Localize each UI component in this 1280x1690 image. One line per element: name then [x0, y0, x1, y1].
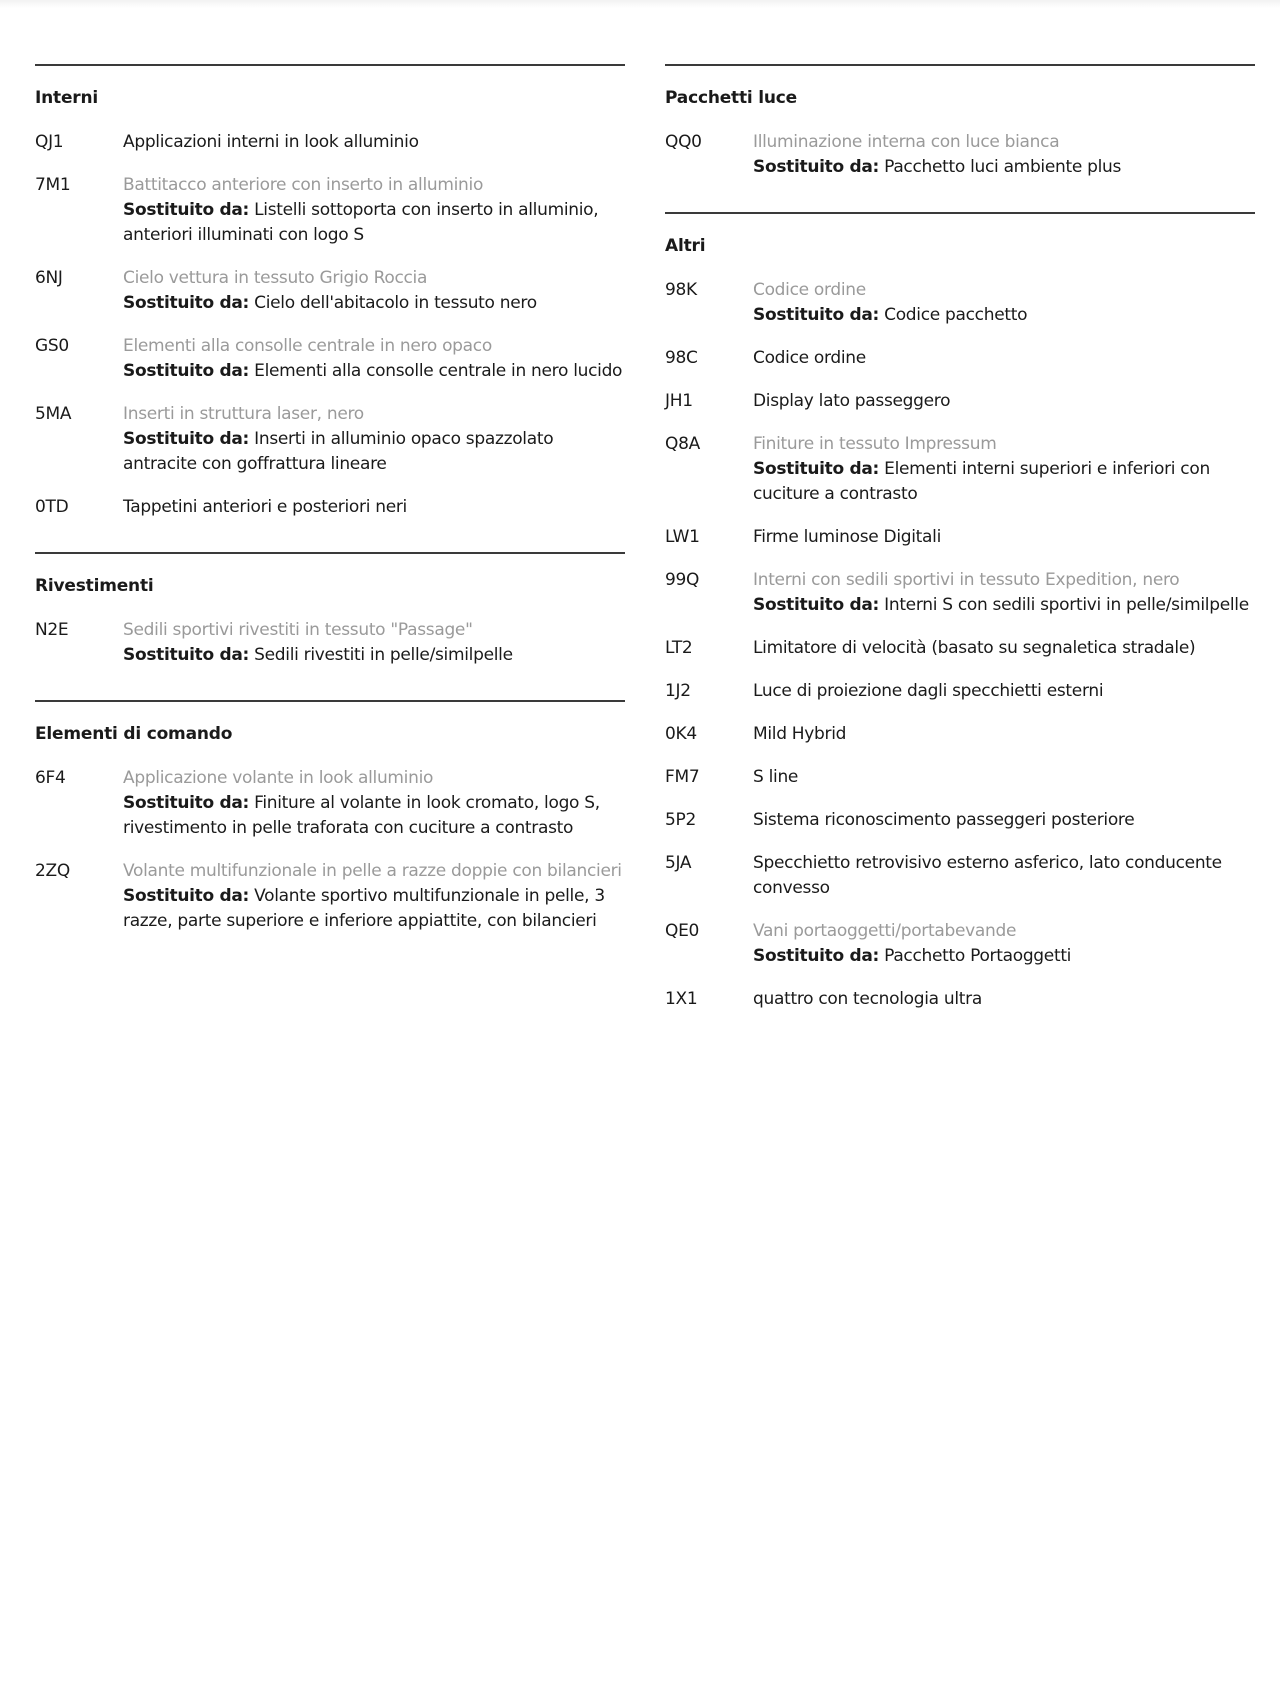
replacement-label: Sostituito da:	[123, 645, 250, 665]
replacement-label: Sostituito da:	[753, 595, 880, 615]
equipment-item	[665, 346, 1255, 371]
replacement-value: Codice pacchetto	[884, 305, 1028, 325]
replacement-text	[753, 457, 1255, 507]
equipment-code: 98C	[665, 348, 698, 368]
equipment-item	[35, 173, 625, 248]
equipment-code: 7M1	[35, 175, 71, 195]
replacement-text	[123, 198, 625, 248]
section-title: Rivestimenti	[35, 576, 154, 596]
section-interni	[35, 64, 625, 552]
equipment-code: 2ZQ	[35, 861, 70, 881]
equipment-item	[665, 987, 1255, 1012]
top-shade	[0, 0, 1280, 8]
equipment-item	[665, 679, 1255, 704]
replacement-text	[123, 359, 625, 384]
replacement-text	[123, 291, 625, 316]
option-text: Sistema riconoscimento passeggeri posteriore	[753, 810, 1135, 830]
equipment-item	[665, 130, 1255, 180]
equipment-description	[123, 766, 625, 841]
equipment-code: 5MA	[35, 404, 72, 424]
equipment-item	[35, 130, 625, 155]
equipment-item	[665, 636, 1255, 661]
equipment-description	[753, 389, 1255, 414]
option-text: S line	[753, 767, 799, 787]
equipment-description	[753, 679, 1255, 704]
replaced-option-text: Cielo vettura in tessuto Grigio Roccia	[123, 268, 428, 288]
section-title: Elementi di comando	[35, 724, 233, 744]
replacement-text	[753, 155, 1255, 180]
replacement-value: Elementi interni superiori e inferiori con cuciture a contrasto	[753, 459, 1210, 504]
equipment-description	[123, 334, 625, 384]
equipment-item	[665, 765, 1255, 790]
section-altri	[665, 212, 1255, 1044]
equipment-item	[35, 334, 625, 384]
option-text: Codice ordine	[753, 348, 866, 368]
replacement-label: Sostituito da:	[753, 459, 880, 479]
replacement-label: Sostituito da:	[753, 946, 880, 966]
equipment-code: Q8A	[665, 434, 700, 454]
replacement-value: Interni S con sedili sportivi in pelle/similpelle	[884, 595, 1249, 615]
equipment-code: 98K	[665, 280, 697, 300]
replacement-text	[123, 791, 625, 841]
replacement-value: Listelli sottoporta con inserto in alluminio, anteriori illuminati con logo S	[123, 200, 599, 245]
replacement-text	[753, 303, 1255, 328]
equipment-item	[35, 266, 625, 316]
replaced-option-text: Inserti in struttura laser, nero	[123, 404, 364, 424]
option-text: Tappetini anteriori e posteriori neri	[123, 497, 407, 517]
replacement-value: Volante sportivo multifunzionale in pelle, 3 razze, parte superiore e inferiore appiattite, con bilancieri	[123, 886, 605, 931]
equipment-code: 1J2	[665, 681, 691, 701]
replacement-value: Finiture al volante in look cromato, logo S, rivestimento in pelle traforata con cuciture a contrasto	[123, 793, 600, 838]
equipment-item	[35, 618, 625, 668]
equipment-item	[665, 722, 1255, 747]
equipment-code: 0TD	[35, 497, 69, 517]
equipment-description	[753, 636, 1255, 661]
equipment-item	[665, 525, 1255, 550]
option-text: Applicazioni interni in look alluminio	[123, 132, 419, 152]
replaced-option-text: Volante multifunzionale in pelle a razze doppie con bilancieri	[123, 861, 622, 881]
replacement-value: Sedili rivestiti in pelle/similpelle	[254, 645, 513, 665]
equipment-description	[123, 402, 625, 477]
equipment-description	[753, 919, 1255, 969]
replaced-option-text: Battitacco anteriore con inserto in alluminio	[123, 175, 484, 195]
section-title: Altri	[665, 236, 706, 256]
equipment-item	[35, 495, 625, 520]
equipment-code: 5P2	[665, 810, 696, 830]
equipment-description	[753, 278, 1255, 328]
replacement-text	[753, 593, 1255, 618]
equipment-code: 6NJ	[35, 268, 63, 288]
replacement-value: Cielo dell'abitacolo in tessuto nero	[254, 293, 537, 313]
equipment-code: 5JA	[665, 853, 692, 873]
equipment-code: 1X1	[665, 989, 698, 1009]
equipment-item	[665, 851, 1255, 901]
replacement-value: Elementi alla consolle centrale in nero lucido	[254, 361, 623, 381]
equipment-description	[123, 495, 625, 520]
replaced-option-text: Interni con sedili sportivi in tessuto Expedition, nero	[753, 570, 1180, 590]
equipment-item	[665, 568, 1255, 618]
equipment-code: N2E	[35, 620, 69, 640]
replacement-value: Pacchetto luci ambiente plus	[884, 157, 1122, 177]
equipment-description	[753, 765, 1255, 790]
equipment-description	[753, 432, 1255, 507]
replacement-text	[753, 944, 1255, 969]
equipment-code: QE0	[665, 921, 700, 941]
left-column	[35, 64, 625, 966]
replaced-option-text: Illuminazione interna con luce bianca	[753, 132, 1060, 152]
replacement-label: Sostituito da:	[123, 886, 250, 906]
replacement-text	[123, 643, 625, 668]
option-text: Display lato passeggero	[753, 391, 951, 411]
replacement-label: Sostituito da:	[123, 293, 250, 313]
option-text: Luce di proiezione dagli specchietti esterni	[753, 681, 1104, 701]
equipment-code: FM7	[665, 767, 700, 787]
equipment-item	[665, 432, 1255, 507]
equipment-description	[753, 987, 1255, 1012]
replacement-label: Sostituito da:	[753, 157, 880, 177]
replacement-label: Sostituito da:	[753, 305, 880, 325]
replacement-text	[123, 427, 625, 477]
equipment-description	[123, 859, 625, 934]
option-text: Limitatore di velocità (basato su segnaletica stradale)	[753, 638, 1196, 658]
equipment-item	[35, 402, 625, 477]
equipment-code: 99Q	[665, 570, 700, 590]
equipment-description	[123, 173, 625, 248]
equipment-code: 0K4	[665, 724, 697, 744]
replaced-option-text: Sedili sportivi rivestiti in tessuto "Passage"	[123, 620, 473, 640]
equipment-code: GS0	[35, 336, 69, 356]
section-title: Pacchetti luce	[665, 88, 797, 108]
right-column	[665, 64, 1255, 1044]
section-rivestimenti	[35, 552, 625, 700]
replaced-option-text: Elementi alla consolle centrale in nero opaco	[123, 336, 492, 356]
equipment-code: QJ1	[35, 132, 64, 152]
equipment-item	[35, 859, 625, 934]
equipment-description	[753, 722, 1255, 747]
equipment-description	[753, 568, 1255, 618]
equipment-description	[753, 808, 1255, 833]
replaced-option-text: Vani portaoggetti/portabevande	[753, 921, 1017, 941]
equipment-description	[123, 266, 625, 316]
equipment-item	[665, 389, 1255, 414]
replacement-text	[123, 884, 625, 934]
replacement-value: Pacchetto Portaoggetti	[884, 946, 1072, 966]
equipment-item	[665, 278, 1255, 328]
replaced-option-text: Finiture in tessuto Impressum	[753, 434, 997, 454]
replacement-label: Sostituito da:	[123, 793, 250, 813]
equipment-item	[665, 808, 1255, 833]
section-elementi-di-comando	[35, 700, 625, 966]
equipment-description	[753, 851, 1255, 901]
equipment-code: LW1	[665, 527, 700, 547]
replaced-option-text: Codice ordine	[753, 280, 866, 300]
replacement-label: Sostituito da:	[123, 200, 250, 220]
replaced-option-text: Applicazione volante in look alluminio	[123, 768, 434, 788]
option-text: Specchietto retrovisivo esterno asferico, lato conducente convesso	[753, 853, 1222, 898]
equipment-description	[123, 618, 625, 668]
option-text: Firme luminose Digitali	[753, 527, 942, 547]
replacement-label: Sostituito da:	[123, 361, 250, 381]
equipment-item	[35, 766, 625, 841]
equipment-code: QQ0	[665, 132, 702, 152]
section-title: Interni	[35, 88, 98, 108]
replacement-label: Sostituito da:	[123, 429, 250, 449]
option-text: Mild Hybrid	[753, 724, 847, 744]
equipment-description	[753, 525, 1255, 550]
equipment-description	[753, 130, 1255, 180]
section-pacchetti-luce	[665, 64, 1255, 212]
equipment-code: 6F4	[35, 768, 66, 788]
equipment-description	[123, 130, 625, 155]
option-text: quattro con tecnologia ultra	[753, 989, 982, 1009]
equipment-item	[665, 919, 1255, 969]
replacement-value: Inserti in alluminio opaco spazzolato antracite con goffrattura lineare	[123, 429, 554, 474]
equipment-code: JH1	[665, 391, 693, 411]
equipment-description	[753, 346, 1255, 371]
equipment-code: LT2	[665, 638, 693, 658]
